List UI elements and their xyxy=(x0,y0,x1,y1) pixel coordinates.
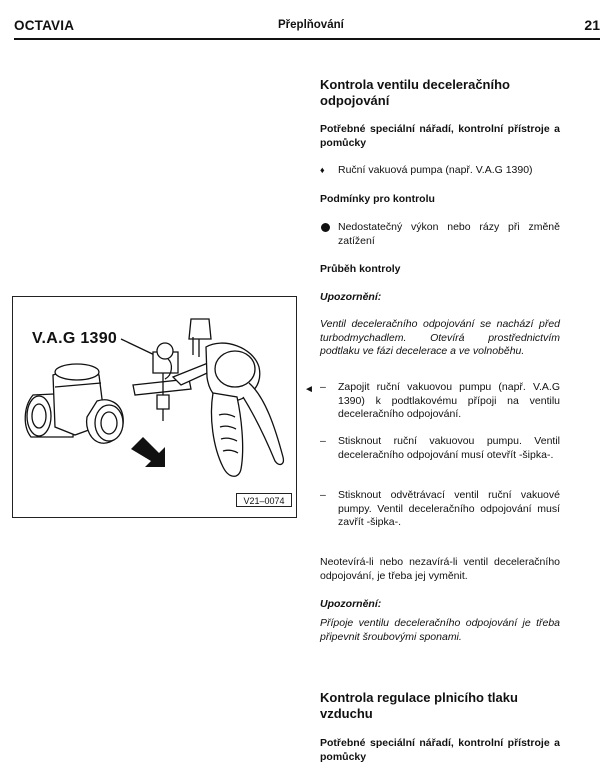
header-rule xyxy=(14,38,600,40)
figure-code: V21–0074 xyxy=(236,493,292,507)
dash-icon: – xyxy=(320,381,326,393)
section-title: Přeplňování xyxy=(278,19,344,31)
diamond-icon: ♦ xyxy=(320,165,325,175)
bullet-icon xyxy=(321,223,330,232)
list-item-tool xyxy=(320,164,560,178)
step-item xyxy=(320,435,560,462)
page-header xyxy=(14,18,600,34)
list-item-condition xyxy=(320,221,560,248)
dash-icon: – xyxy=(320,435,326,447)
note-label: Upozornění: xyxy=(320,291,382,303)
section2-tools-heading: Potřebné speciální nářadí, kontrolní přístroje a pomůcky xyxy=(320,737,560,763)
figure-vacuum-pump xyxy=(12,296,297,518)
note2-text: Přípoje ventilu deceleračního odpojování je třeba připevnit šroubovými sponami. xyxy=(320,617,560,643)
conditions-heading: Podmínky pro kontrolu xyxy=(320,193,435,205)
step-text: Zapojit ruční vakuovou pumpu (např. V.A.G 1390) k podtlakovému přípoji na ventilu deceleračního odpojování. xyxy=(338,381,560,420)
step-item xyxy=(320,489,560,530)
arrow-icon xyxy=(131,437,165,467)
conclusion-text: Neotevírá-li nebo nezavírá-li ventil deceleračního odpojování, je třeba jej vyměnit. xyxy=(320,556,560,582)
list-item-text: Ruční vakuová pumpa (např. V.A.G 1390) xyxy=(338,164,533,176)
page-number: 21 xyxy=(584,17,600,33)
procedure-heading: Průběh kontroly xyxy=(320,263,401,275)
figure-label: V.A.G 1390 xyxy=(32,330,118,347)
note-text: Ventil deceleračního odpojování se nachází před turbodmychadlem. Otevírá prostřednictvím podtlaku ve fázi decelerace a ve volnoběhu. xyxy=(320,318,560,357)
brand-title: OCTAVIA xyxy=(14,18,75,33)
section2-title: Kontrola regulace plnicího tlaku vzduchu xyxy=(320,690,518,721)
section1-title: Kontrola ventilu deceleračního odpojování xyxy=(320,77,510,108)
dash-icon: – xyxy=(320,489,326,501)
note2-label: Upozornění: xyxy=(320,598,382,610)
step-item xyxy=(320,381,560,422)
step-text: Stisknout odvětrávací ventil ruční vakuové pumpy. Ventil deceleračního odpojování musí zavřít -šipka-. xyxy=(338,489,560,528)
list-item-text: Nedostatečný výkon nebo rázy při změně zatížení xyxy=(338,221,560,247)
step-text: Stisknout ruční vakuovou pumpu. Ventil deceleračního odpojování musí otevřít -šipka-. xyxy=(338,435,560,461)
pointer-icon: ◄ xyxy=(304,384,314,395)
section1-tools-heading: Potřebné speciální nářadí, kontrolní přístroje a pomůcky xyxy=(320,123,560,149)
